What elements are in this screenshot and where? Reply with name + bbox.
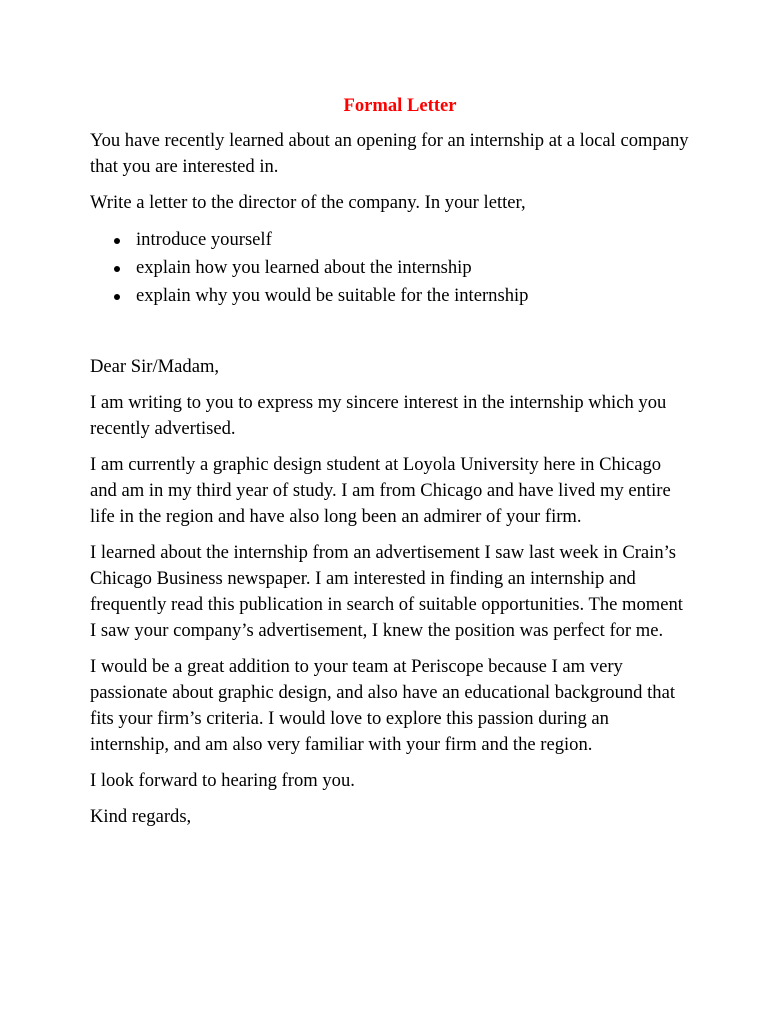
document-content: [90, 94, 690, 840]
letter-closing: Kind regards,: [90, 806, 192, 827]
letter-paragraph: I look forward to hearing from you.: [90, 770, 355, 791]
bullet-icon: [114, 294, 120, 300]
letter-paragraph: I would be a great addition to your team at Periscope because I am very passionate about graphic design, and also have an educational background that fits your firm’s criteria. I would love to explore this passion during an internship, and am also very familiar with your firm and the region.: [90, 656, 675, 755]
prompt-paragraph: You have recently learned about an opening for an internship at a local company that you are interested in.: [90, 130, 689, 177]
prompt-bullet-item: [114, 226, 690, 254]
letter-salutation: Dear Sir/Madam,: [90, 356, 220, 377]
prompt-bullet-text: introduce yourself: [136, 229, 272, 250]
prompt-bullet-item: [114, 282, 690, 310]
letter-paragraph: I am writing to you to express my sincere interest in the internship which you recently advertised.: [90, 392, 667, 439]
prompt-paragraph: Write a letter to the director of the company. In your letter,: [90, 192, 526, 213]
prompt-bullet-item: [114, 254, 690, 282]
prompt-bullet-list: [90, 226, 690, 310]
bullet-icon: [114, 266, 120, 272]
letter-paragraph: I am currently a graphic design student at Loyola University here in Chicago and am in my third year of study. I am from Chicago and have lived my entire life in the region and have also long been an admirer of your firm.: [90, 454, 671, 527]
prompt-bullet-text: explain how you learned about the internship: [136, 257, 472, 278]
prompt-bullet-text: explain why you would be suitable for the internship: [136, 285, 529, 306]
document-title: Formal Letter: [343, 95, 457, 116]
letter-paragraph: I learned about the internship from an advertisement I saw last week in Crain’s Chicago Business newspaper. I am interested in finding an internship and frequently read this publication in search of suitable opportunities. The moment I saw your company’s advertisement, I knew the position was perfect for me.: [90, 542, 683, 641]
bullet-icon: [114, 238, 120, 244]
